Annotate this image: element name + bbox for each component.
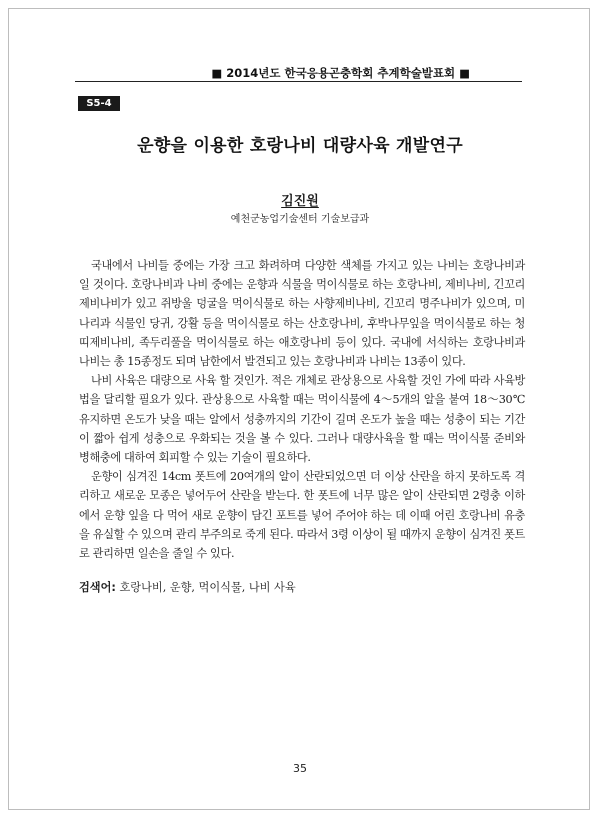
paper-title: 운향을 이용한 호랑나비 대량사육 개발연구 bbox=[137, 136, 463, 156]
session-badge: S5-4 bbox=[78, 96, 120, 111]
author-affiliation: 예천군농업기술센터 기술보급과 bbox=[230, 214, 370, 225]
header-rule bbox=[75, 81, 522, 82]
abstract-body bbox=[79, 256, 525, 563]
paragraph: 운향이 심겨진 14cm 폿트에 20여개의 알이 산란되었으면 더 이상 산란을 하지 못하도록 격리하고 새로운 모종은 넣어두어 산란을 받는다. 한 폿트에 너무 많은 알이 산란되면 2령충 이하에서 운향 잎을 다 먹어 새로 운향이 담긴 포트를 넣어 주어야 하는 데 이때 어린 호랑나비 유충을 유실할 수 있으며 관리 부주의로 죽게 된다. 따라서 3령 이상이 될 때까지 운향이 심겨진 폿트로 관리하면 일손을 줄일 수 있다. bbox=[79, 470, 525, 561]
paragraph: 국내에서 나비들 중에는 가장 크고 화려하며 다양한 색체를 가지고 있는 나비는 호랑나비과 일 것이다. 호랑나비과 나비 중에는 운향과 식물을 먹이식물로 하는 호랑나비, 제비나비, 긴꼬리제비나비가 있고 쥐방울 덩굴을 먹이식물로 하는 사향제비나비, 긴꼬리 명주나비가 있으며, 미나리과 식물인 당귀, 강활 등을 먹이식물로 하는 산호랑나비, 후박나무잎을 먹이식물로 하는 청띠제비나비, 족두리풀을 먹이식물로 하는 애호랑나비 등이 있다. 국내에 서식하는 호랑나비과 나비는 총 15종정도 되며 남한에서 발견되고 있는 호랑나비과 나비는 13종이 있다. bbox=[79, 259, 525, 369]
paragraph: 나비 사육은 대량으로 사육 할 것인가. 적은 개체로 관상용으로 사육할 것인 가에 따라 사육방법을 달리할 필요가 있다. 관상용으로 사육할 때는 먹이식물에 4～5개의 알을 붙여 18～30℃ 유지하면 온도가 낮을 때는 알에서 성충까지의 기간이 길며 온도가 높을 때는 성충이 되는 기간이 짧아 쉽게 성충으로 우화되는 것을 볼 수 있다. 그러나 대량사육을 할 때는 먹이식물 준비와 병해충에 대하여 회피할 수 있는 기술이 필요하다. bbox=[79, 374, 525, 465]
keywords-line bbox=[79, 578, 525, 597]
author-name: 김진원 bbox=[281, 194, 319, 209]
running-header: ■ 2014년도 한국응용곤충학회 추계학술발표회 ■ bbox=[211, 66, 470, 80]
author-block bbox=[0, 190, 600, 209]
keywords-value: 호랑나비, 운향, 먹이식물, 나비 사육 bbox=[119, 581, 296, 594]
page-number: 35 bbox=[293, 762, 307, 775]
keywords-label: 검색어: bbox=[79, 581, 116, 594]
